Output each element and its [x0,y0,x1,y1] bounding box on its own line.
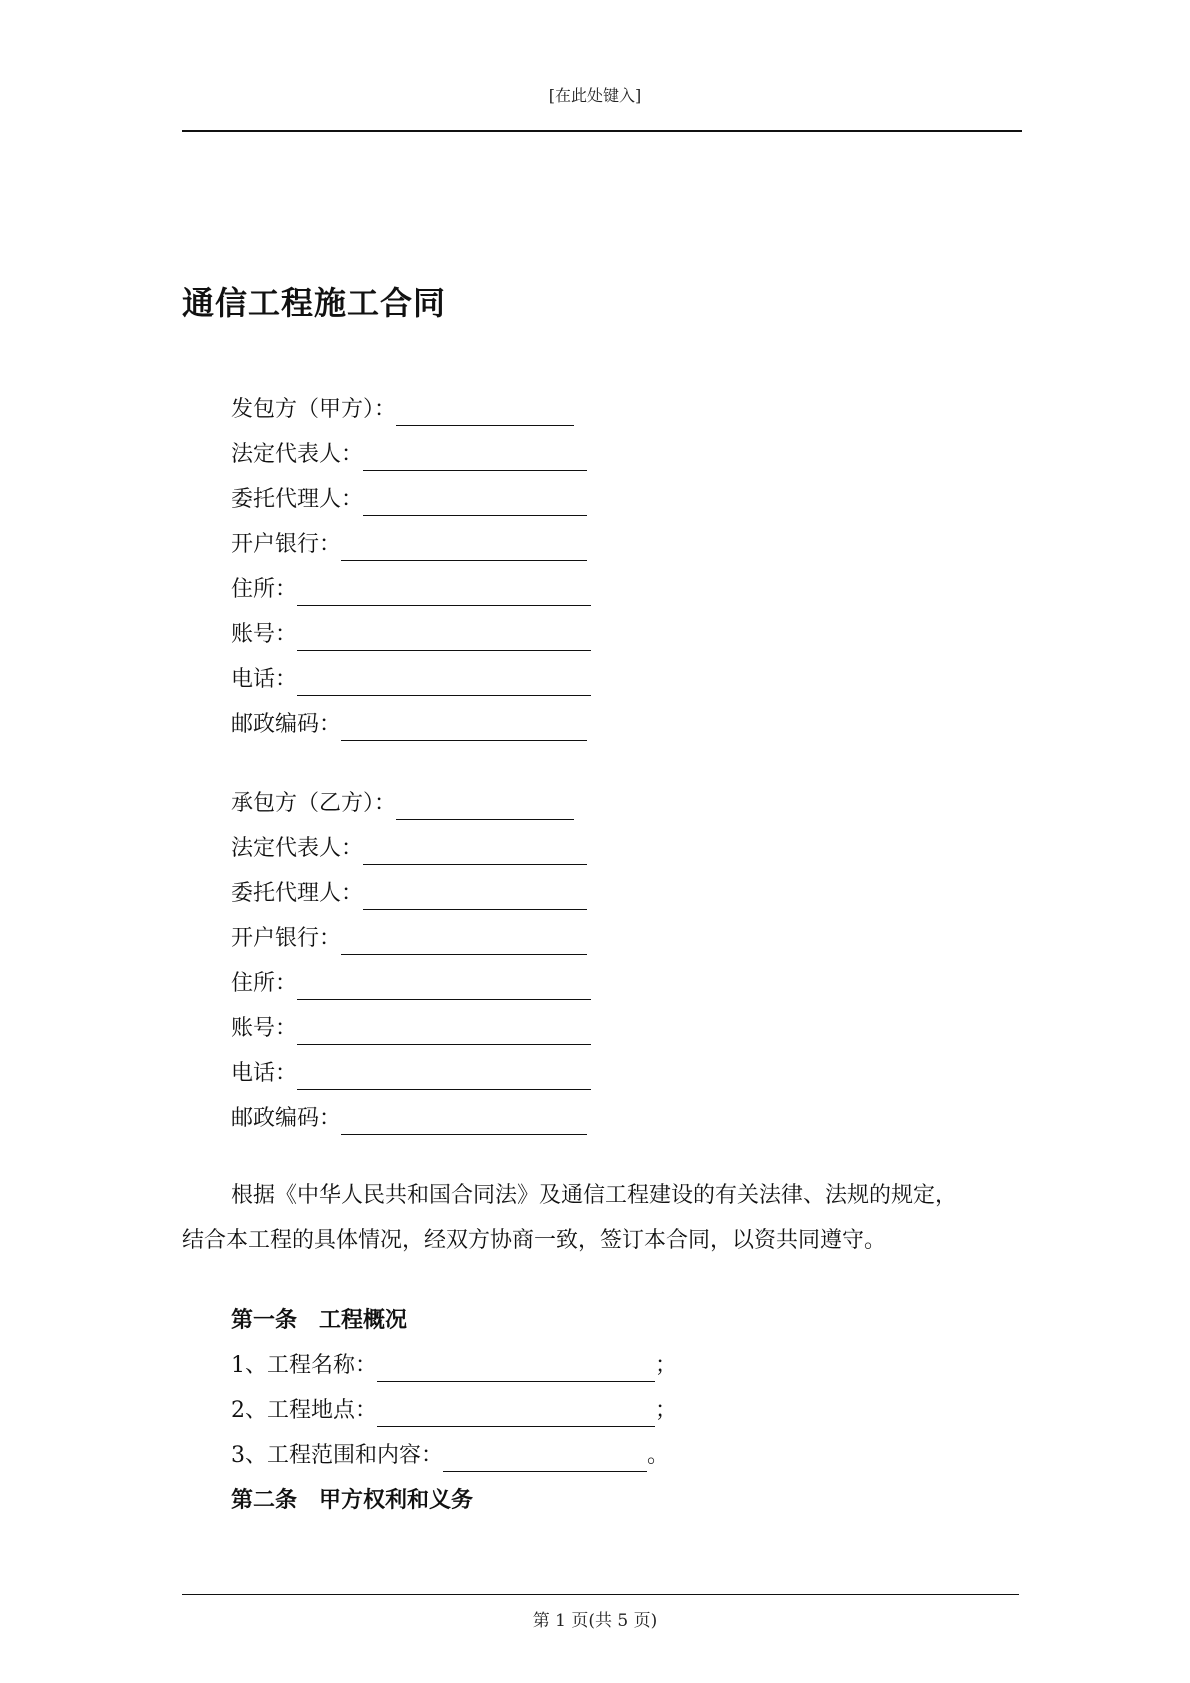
party-a-agent-field [231,477,831,522]
fill-blank[interactable] [297,1015,591,1045]
item-end-punct: 。 [647,1443,670,1468]
field-label: 邮政编码： [231,712,342,737]
party-a-name-field [231,387,831,432]
article-1-item-3 [231,1433,669,1478]
fill-blank[interactable] [363,441,587,471]
page-header: [在此处键入] [548,86,642,105]
party-b-name-field [231,781,831,826]
field-label: 住所： [231,971,298,996]
fill-blank[interactable] [363,835,587,865]
party-b-address-field [231,961,831,1006]
field-label: 承包方（乙方）： [231,791,397,816]
fill-blank[interactable] [377,1352,655,1382]
field-label: 电话： [231,667,298,692]
party-b-bank-field [231,916,831,961]
party-a-account-field [231,612,831,657]
fill-blank[interactable] [363,486,587,516]
field-label: 开户银行： [231,532,342,557]
field-label: 法定代表人： [231,442,364,467]
fill-blank[interactable] [443,1442,647,1472]
article-1-heading: 第一条 工程概况 [231,1308,408,1333]
field-label: 委托代理人： [231,881,364,906]
party-b-postcode-field [231,1096,831,1141]
item-end-punct: ； [655,1398,678,1423]
header-rule [182,130,1022,132]
fill-blank[interactable] [341,925,587,955]
fill-blank[interactable] [297,576,591,606]
party-b-legal-rep-field [231,826,831,871]
fill-blank[interactable] [363,880,587,910]
field-label: 开户银行： [231,926,342,951]
item-end-punct: ； [655,1353,678,1378]
item-label: 2、工程地点： [231,1398,377,1423]
article-1-item-1 [231,1343,677,1388]
field-label: 电话： [231,1061,298,1086]
fill-blank[interactable] [341,1105,587,1135]
field-label: 法定代表人： [231,836,364,861]
party-a-address-field [231,567,831,612]
party-b-agent-field [231,871,831,916]
item-label: 3、工程范围和内容： [231,1443,443,1468]
intro-line-1: 根据《中华人民共和国合同法》及通信工程建设的有关法律、法规的规定， [231,1183,958,1208]
fill-blank[interactable] [297,621,591,651]
field-label: 邮政编码： [231,1106,342,1131]
fill-blank[interactable] [396,790,574,820]
page-footer: 第 1 页(共 5 页) [532,1611,658,1631]
fill-blank[interactable] [297,666,591,696]
field-label: 发包方（甲方）： [231,397,397,422]
fill-blank[interactable] [377,1397,655,1427]
party-a-legal-rep-field [231,432,831,477]
intro-paragraph [182,1173,1022,1263]
field-label: 住所： [231,577,298,602]
party-a-block [231,387,831,747]
fill-blank[interactable] [341,531,587,561]
party-b-account-field [231,1006,831,1051]
item-label: 1、工程名称： [231,1353,377,1378]
party-a-bank-field [231,522,831,567]
fill-blank[interactable] [396,396,574,426]
field-label: 委托代理人： [231,487,364,512]
document-title: 通信工程施工合同 [182,284,447,322]
article-2-heading: 第二条 甲方权利和义务 [231,1488,474,1513]
fill-blank[interactable] [341,711,587,741]
footer-rule [182,1594,1019,1595]
party-a-phone-field [231,657,831,702]
party-b-phone-field [231,1051,831,1096]
article-1-item-2 [231,1388,677,1433]
field-label: 账号： [231,622,298,647]
fill-blank[interactable] [297,1060,591,1090]
field-label: 账号： [231,1016,298,1041]
intro-line-2: 结合本工程的具体情况，经双方协商一致，签订本合同，以资共同遵守。 [182,1228,887,1253]
party-b-block [231,781,831,1141]
fill-blank[interactable] [297,970,591,1000]
party-a-postcode-field [231,702,831,747]
